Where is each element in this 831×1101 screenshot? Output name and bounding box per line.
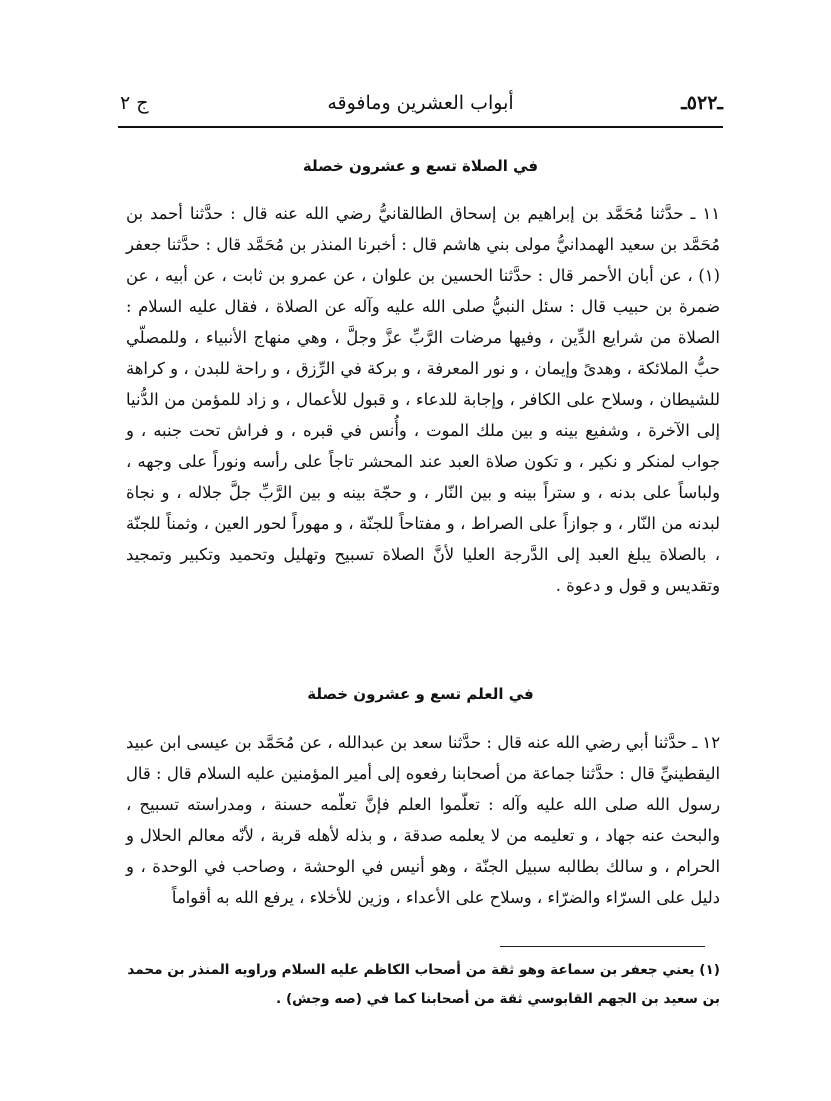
page-number: ـ٥٢٢ـ (681, 92, 723, 114)
section-title: في الصلاة تسع و عشرون خصلة (302, 157, 539, 175)
hadith-paragraph: ١١ ـ حدَّثنا مُحَمَّد بن إبراهيم بن إسحاق الطالقانيُّ رضي الله عنه قال : حدَّثنا أحمد بن مُحَمَّد بن سعيد الهمدانيُّ مولى بني هاشم قال : أخبرنا المنذر بن مُحَمَّد قال : حدَّثنا جعفر (١) ، عن أبان الأحمر قال : حدَّثنا الحسين بن علوان ، عن عمرو بن ثابت ، عن أبيه ، عن ضمرة بن حبيب قال : سئل النبيُّ صلى الله عليه وآله عن الصلاة ، فقال عليه السلام : الصلاة من شرايع الدِّين ، وفيها مرضات الرَّبِّ عزَّ وجلَّ ، وهي منهاج الأنبياء ، وللمصلّي حبُّ الملائكة ، وهدىً وإيمان ، و نور المعرفة ، و بركة في الرِّزق ، و راحة للبدن ، و كراهة للشيطان ، وسلاح على الكافر ، وإجابة للدعاء ، و قبول للأعمال ، و زاد للمؤمن من الدُّنيا إلى الآخرة ، وشفيع بينه و بين ملك الموت ، وأُنس في قبره ، و فراش تحت جنبه ، و جواب لمنكر و نكير ، و تكون صلاة العبد عند المحشر تاجاً على رأسه ونوراً على وجهه ، ولباساً على بدنه ، و ستراً بينه و بين النّار ، و حجّة بينه و بين الرَّبِّ جلَّ جلاله ، و نجاة لبدنه من النّار ، و جوازاً على الصراط ، و مفتاحاً للجنّة ، و مهوراً لحور العين ، وثمناً للجنّة ، بالصلاة يبلغ العبد إلى الدَّرجة العليا لأنَّ الصلاة تسبيح وتهليل وتحميد وتكبير وتمجيد وتقديس و قول و دعوة . (126, 204, 720, 595)
page-header (118, 88, 723, 120)
hadith-paragraph: ١٢ ـ حدَّثنا أبي رضي الله عنه قال : حدَّثنا سعد بن عبدالله ، عن مُحَمَّد بن عيسى ابن عبيد اليقطينيِّ قال : حدَّثنا جماعة من أصحابنا رفعوه إلى أمير المؤمنين عليه السلام قال : قال رسول الله صلى الله عليه وآله : تعلّموا العلم فإنَّ تعلّمه حسنة ، ومدراسته تسبيح ، والبحث عنه جهاد ، و تعليمه من لا يعلمه صدقة ، و بذله لأهله قربة ، لأنّه معالم الحلال و الحرام ، و سالك بطالبه سبيل الجنّة ، وهو أنيس في الوحشة ، وصاحب في الوحدة ، و دليل على السرّاء والضرّاء ، وسلاح على الأعداء ، وزين للأخلاء ، يرفع الله به أقواماً (126, 733, 720, 907)
footnote-rule (500, 946, 705, 947)
volume-label: ج ٢ (120, 92, 149, 114)
running-title: أبواب العشرين ومافوقه (327, 92, 514, 114)
header-rule (118, 126, 723, 128)
section-title: في العلم تسع و عشرون خصلة (307, 685, 534, 703)
footnote: (١) يعني جعفر بن سماعة وهو ثقة من أصحاب الكاظم عليه السلام وراويه المنذر بن محمد بن سعيد بن الجهم القابوسي ثقة من أصحابنا كما في (صه وجش) . (127, 962, 720, 1007)
